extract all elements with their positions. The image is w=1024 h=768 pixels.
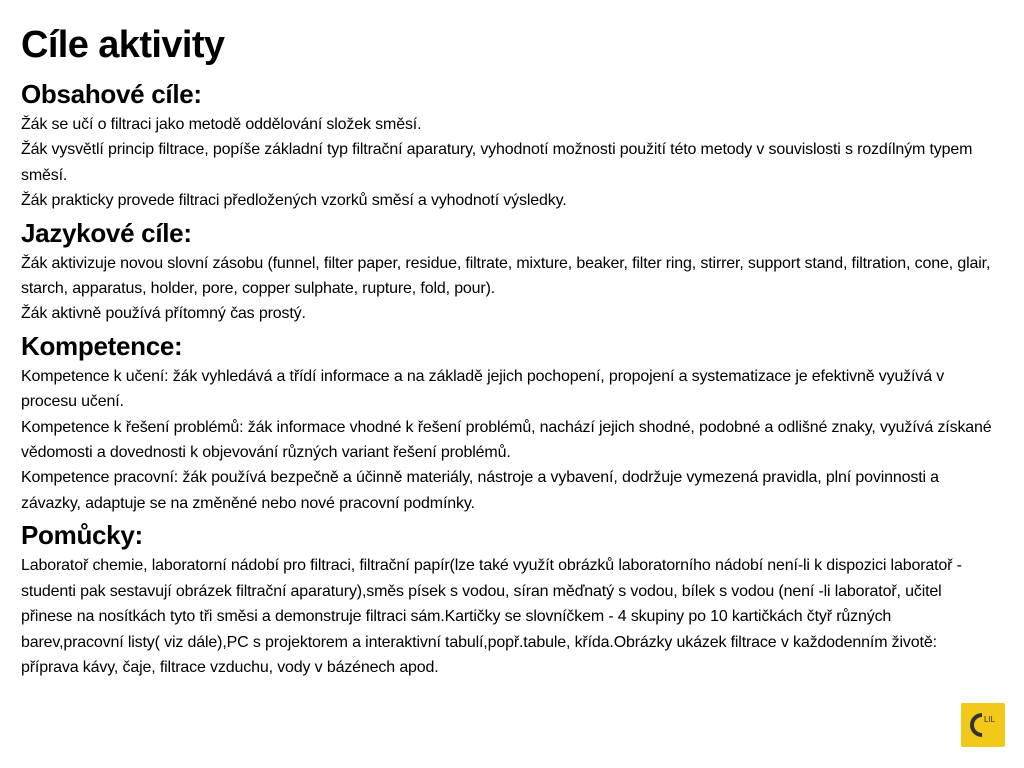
section-heading: Obsahové cíle: (21, 79, 202, 109)
paragraph: Kompetence pracovní: žák používá bezpečně a účinně materiály, nástroje a vybavení, dodržuje vymezená pravidla, plní povinnosti a závazky, adaptuje se na změněné nebo nové pracovní podmínky. (21, 469, 939, 512)
paragraph: Žák se učí o filtraci jako metodě oddělování složek směsí. (21, 116, 422, 133)
paragraph: Kompetence k řešení problémů: žák informace vhodné k řešení problémů, nachází jejich shodné, podobné a odlišné znaky, využívá získané vědomosti a dovednosti k objevování různých variant řešení problémů. (21, 418, 992, 462)
section-obsahove-cile (21, 77, 993, 214)
paragraph: Žák prakticky provede filtraci předložených vzorků směsí a vyhodnotí výsledky. (21, 192, 567, 210)
logo-text: LIL (984, 715, 996, 724)
section-kompetence (21, 329, 993, 516)
section-heading: Pomůcky: (21, 520, 143, 551)
section-jazykove-cile (21, 216, 993, 327)
section-heading: Jazykové cíle: (21, 217, 192, 248)
clil-logo-icon (961, 703, 1005, 747)
section-heading: Kompetence: (21, 330, 183, 361)
paragraph: Laboratoř chemie, laboratorní nádobí pro filtraci, filtrační papír(lze také využít obrázků laboratorního nádobí není-li k dispozici laboratoř -studenti pak sestavují obrázek filtrační aparatury),směs písek s vodou, síran měďnatý s vodou, bílek s vodou (není -li laboratoř, učitel přinese na nosítkách tyto tři směsi a demonstruje filtraci sám.Kartičky se slovníčkem - 4 skupiny po 10 kartičkách čtyř různých barev,pracovní listy( viz dále),PC s projektorem a interaktivní tabulí,popř.tabule, křída.Obrázky ukázek filtrace v každodenním životě: příprava kávy, čaje, filtrace vzduchu, vody v bázénech apod. (21, 557, 962, 676)
paragraph: Žák aktivizuje novou slovní zásobu (funnel, filter paper, residue, filtrate, mixture, beaker, filter ring, stirrer, support stand, filtration, cone, glair, starch, apparatus, holder, pore, copper sulphate, rupture, fold, pour). (21, 254, 991, 298)
paragraph: Kompetence k učení: žák vyhledává a třídí informace a na základě jejich pochopení, propojení a systematizace je efektivně využívá v procesu učení. (21, 367, 945, 411)
paragraph-list (21, 112, 993, 214)
section-pomucky (21, 518, 993, 680)
slide-content (21, 20, 993, 682)
clil-logo-graphic (961, 703, 1005, 747)
paragraph-list (21, 251, 993, 327)
paragraph: Žák aktivně používá přítomný čas prostý. (21, 305, 306, 323)
sections-container (21, 77, 993, 680)
paragraph-list (21, 553, 993, 680)
paragraph: Žák vysvětlí princip filtrace, popíše základní typ filtrační aparatury, vyhodnotí možnosti použití této metody v souvislosti s rozdílným typem směsí. (21, 141, 973, 184)
page-title: Cíle aktivity (21, 24, 225, 66)
paragraph-list (21, 364, 993, 516)
